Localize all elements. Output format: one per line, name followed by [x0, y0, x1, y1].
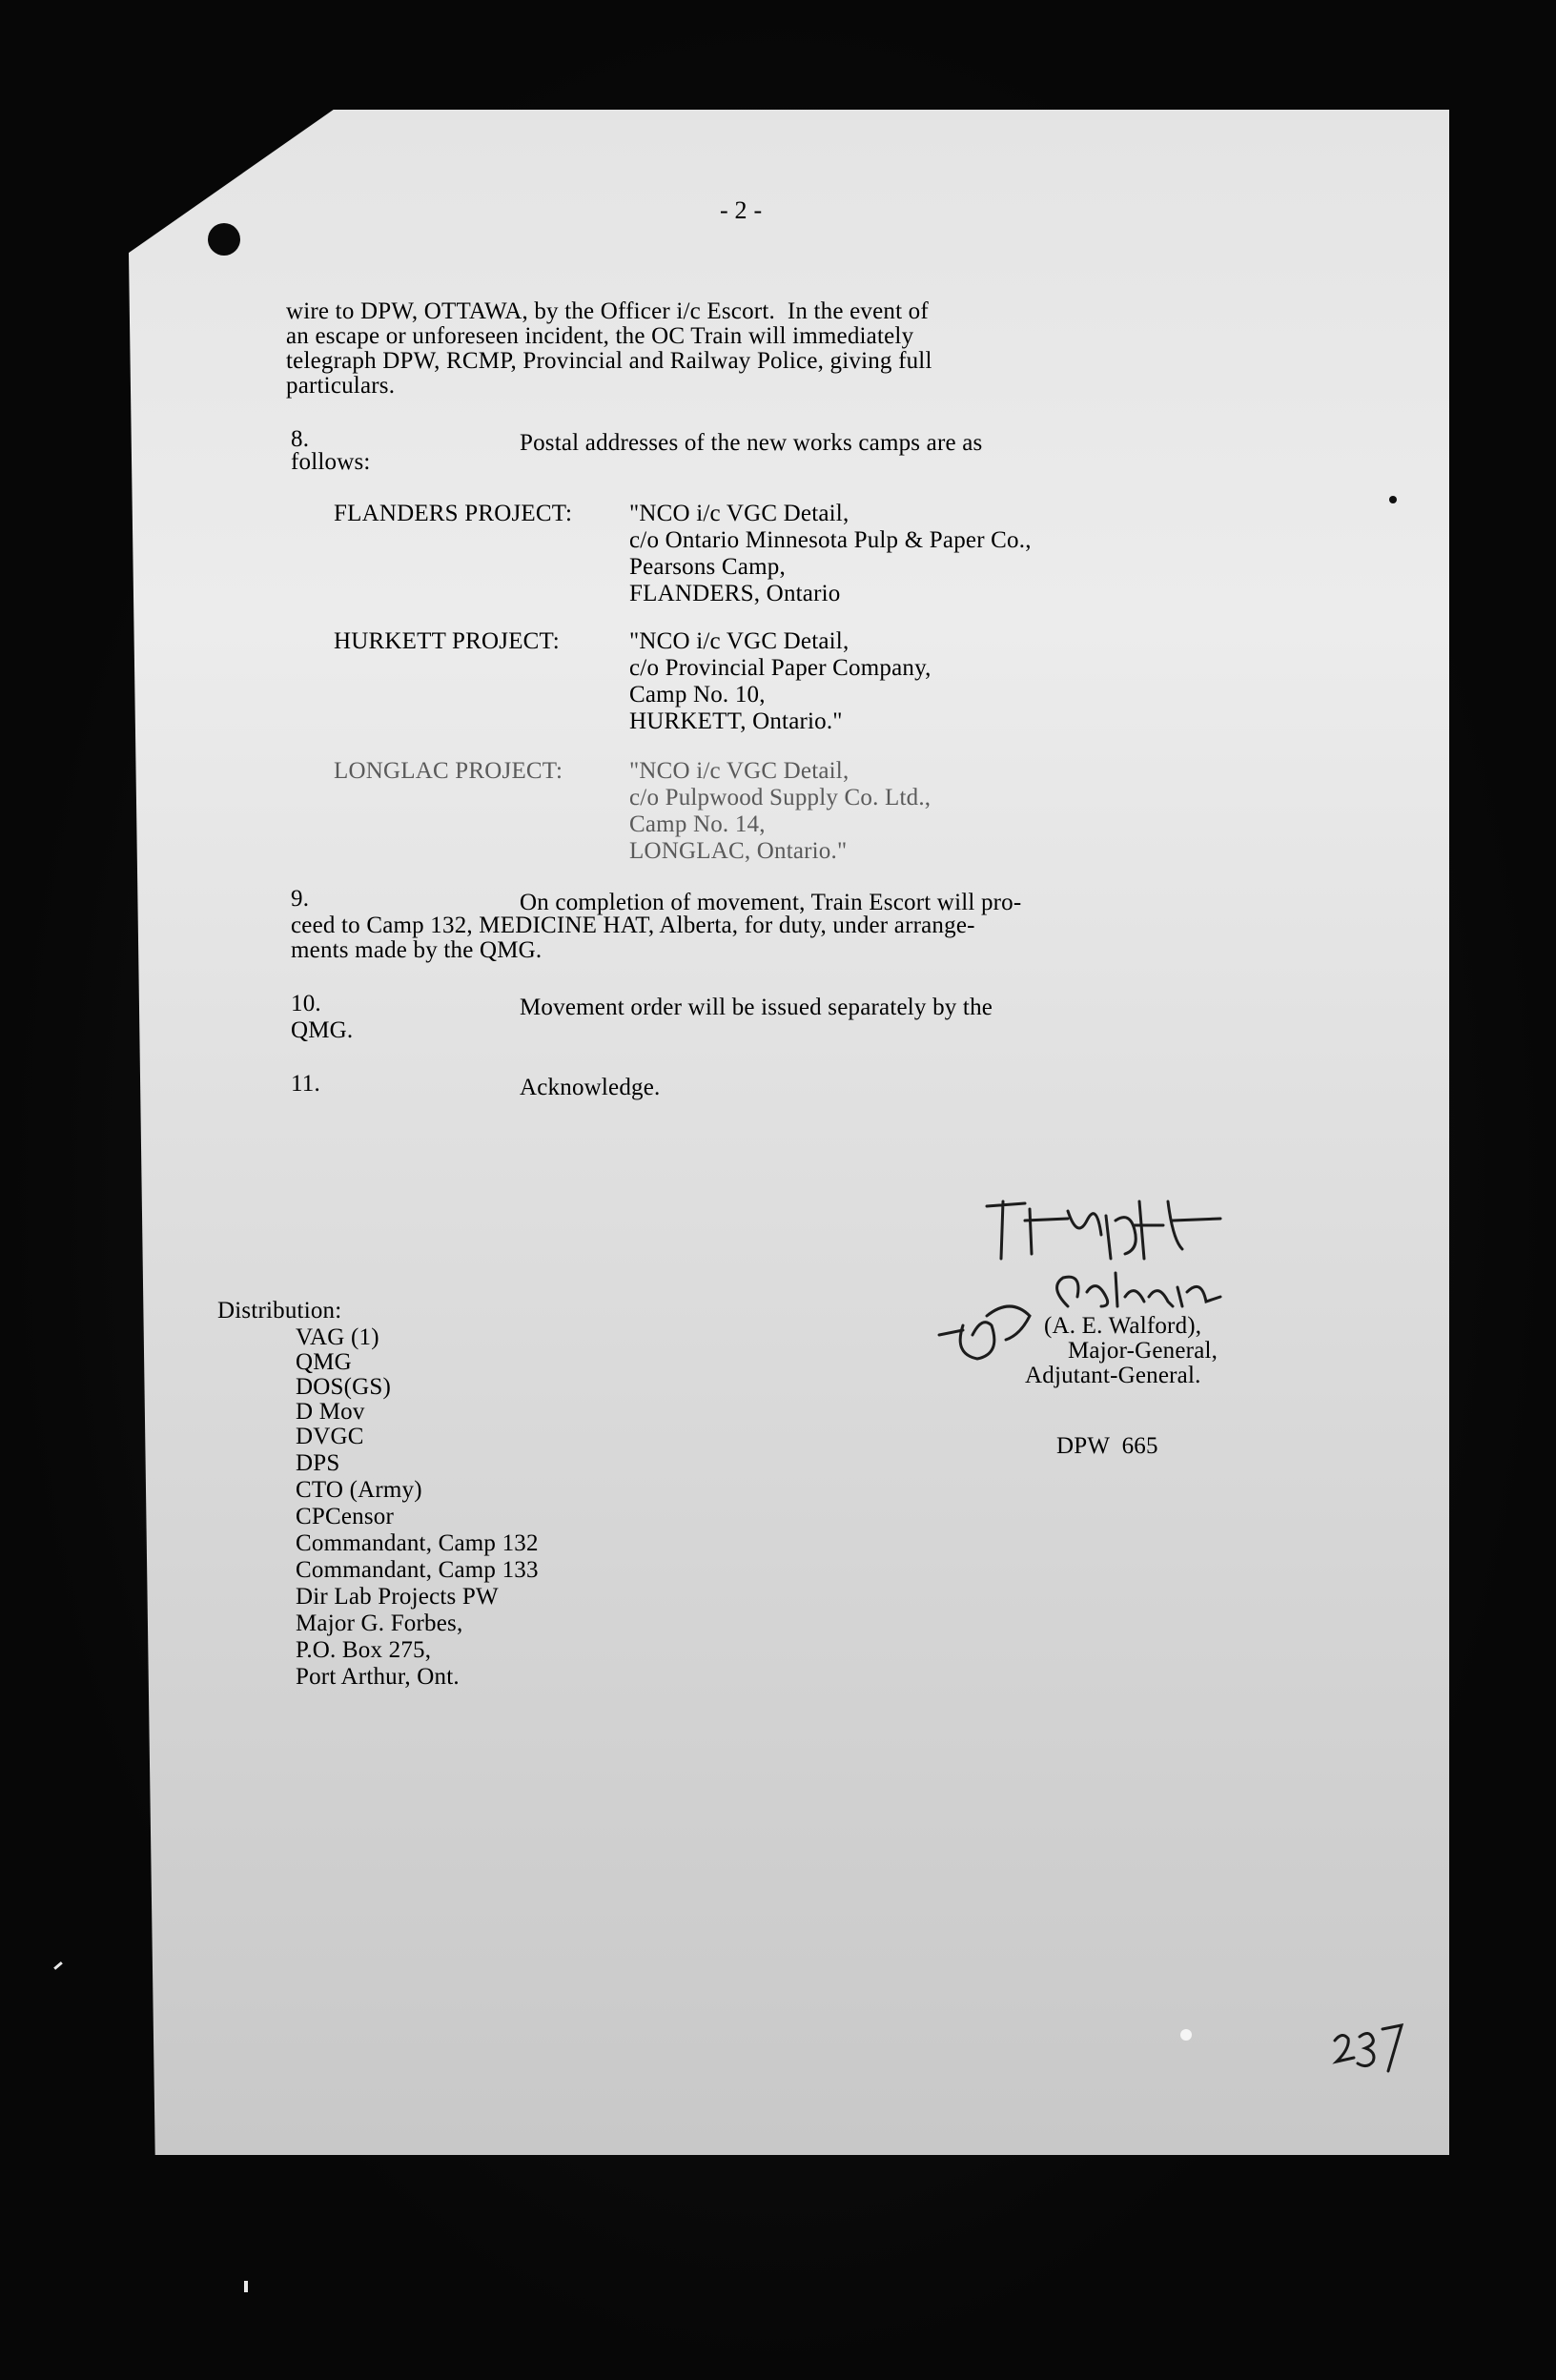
distribution-item: VAG (1) — [296, 1324, 379, 1350]
longlac-line-1: "NCO i/c VGC Detail, — [629, 758, 850, 784]
distribution-item: DVGC — [296, 1424, 364, 1449]
opening-line-1: wire to DPW, OTTAWA, by the Officer i/c Escort. In the event of — [286, 298, 929, 324]
hurkett-line-4: HURKETT, Ontario." — [629, 708, 843, 734]
distribution-item: DOS(GS) — [296, 1374, 392, 1400]
signatory-rank: Major-General, — [1068, 1338, 1218, 1364]
hurkett-line-3: Camp No. 10, — [629, 682, 766, 708]
para-10-text: Movement order will be issued separately by the — [520, 995, 993, 1020]
hurkett-label: HURKETT PROJECT: — [334, 628, 560, 654]
ink-speck — [1389, 496, 1397, 503]
distribution-heading: Distribution: — [217, 1298, 342, 1323]
flanders-line-2: c/o Ontario Minnesota Pulp & Paper Co., — [629, 527, 1032, 553]
signatory-title: Adjutant-General. — [1025, 1363, 1201, 1388]
distribution-item: Major G. Forbes, — [296, 1611, 463, 1636]
longlac-label: LONGLAC PROJECT: — [334, 758, 563, 784]
distribution-item: Commandant, Camp 133 — [296, 1557, 539, 1583]
page-number: - 2 - — [720, 196, 763, 224]
opening-line-4: particulars. — [286, 373, 396, 399]
opening-line-3: telegraph DPW, RCMP, Provincial and Railway Police, giving full — [286, 348, 932, 374]
distribution-item: CPCensor — [296, 1504, 395, 1529]
flanders-line-1: "NCO i/c VGC Detail, — [629, 501, 850, 526]
para-9-continuation-1: ceed to Camp 132, MEDICINE HAT, Alberta, for duty, under arrange- — [291, 913, 975, 938]
para-11-number: 11. — [291, 1071, 320, 1097]
para-8-continuation: follows: — [291, 449, 371, 475]
para-10-number: 10. — [291, 991, 321, 1016]
distribution-item: Port Arthur, Ont. — [296, 1664, 460, 1690]
scan-artifact — [244, 2281, 248, 2292]
para-9-continuation-2: ments made by the QMG. — [291, 937, 543, 963]
para-9-number: 9. — [291, 886, 310, 912]
handwritten-page-number — [1325, 2002, 1421, 2088]
distribution-item: P.O. Box 275, — [296, 1637, 432, 1663]
flanders-label: FLANDERS PROJECT: — [334, 501, 573, 526]
longlac-line-3: Camp No. 14, — [629, 811, 766, 837]
hurkett-line-2: c/o Provincial Paper Company, — [629, 655, 932, 681]
signatory-name: (A. E. Walford), — [1044, 1313, 1202, 1339]
distribution-item: D Mov — [296, 1399, 365, 1425]
distribution-item: Dir Lab Projects PW — [296, 1584, 499, 1610]
longlac-line-4: LONGLAC, Ontario." — [629, 838, 848, 864]
para-11-text: Acknowledge. — [520, 1075, 661, 1100]
para-10-continuation: QMG. — [291, 1017, 354, 1043]
distribution-item: DPS — [296, 1450, 340, 1476]
flanders-line-3: Pearsons Camp, — [629, 554, 786, 580]
file-reference: DPW 665 — [1056, 1433, 1158, 1459]
distribution-item: QMG — [296, 1349, 352, 1375]
para-9-text: On completion of movement, Train Escort will pro- — [520, 890, 1022, 915]
scan-artifact — [1180, 2029, 1192, 2041]
distribution-item: Commandant, Camp 132 — [296, 1530, 539, 1556]
opening-line-2: an escape or unforeseen incident, the OC Train will immediately — [286, 323, 914, 349]
punch-hole — [208, 223, 240, 256]
scan-artifact — [53, 1961, 63, 1970]
distribution-item: CTO (Army) — [296, 1477, 422, 1503]
para-8-number: 8. — [291, 426, 310, 452]
hurkett-line-1: "NCO i/c VGC Detail, — [629, 628, 850, 654]
document-page — [129, 110, 1449, 2155]
flanders-line-4: FLANDERS, Ontario — [629, 581, 841, 606]
para-8-text: Postal addresses of the new works camps are as — [520, 430, 983, 456]
longlac-line-2: c/o Pulpwood Supply Co. Ltd., — [629, 785, 932, 810]
